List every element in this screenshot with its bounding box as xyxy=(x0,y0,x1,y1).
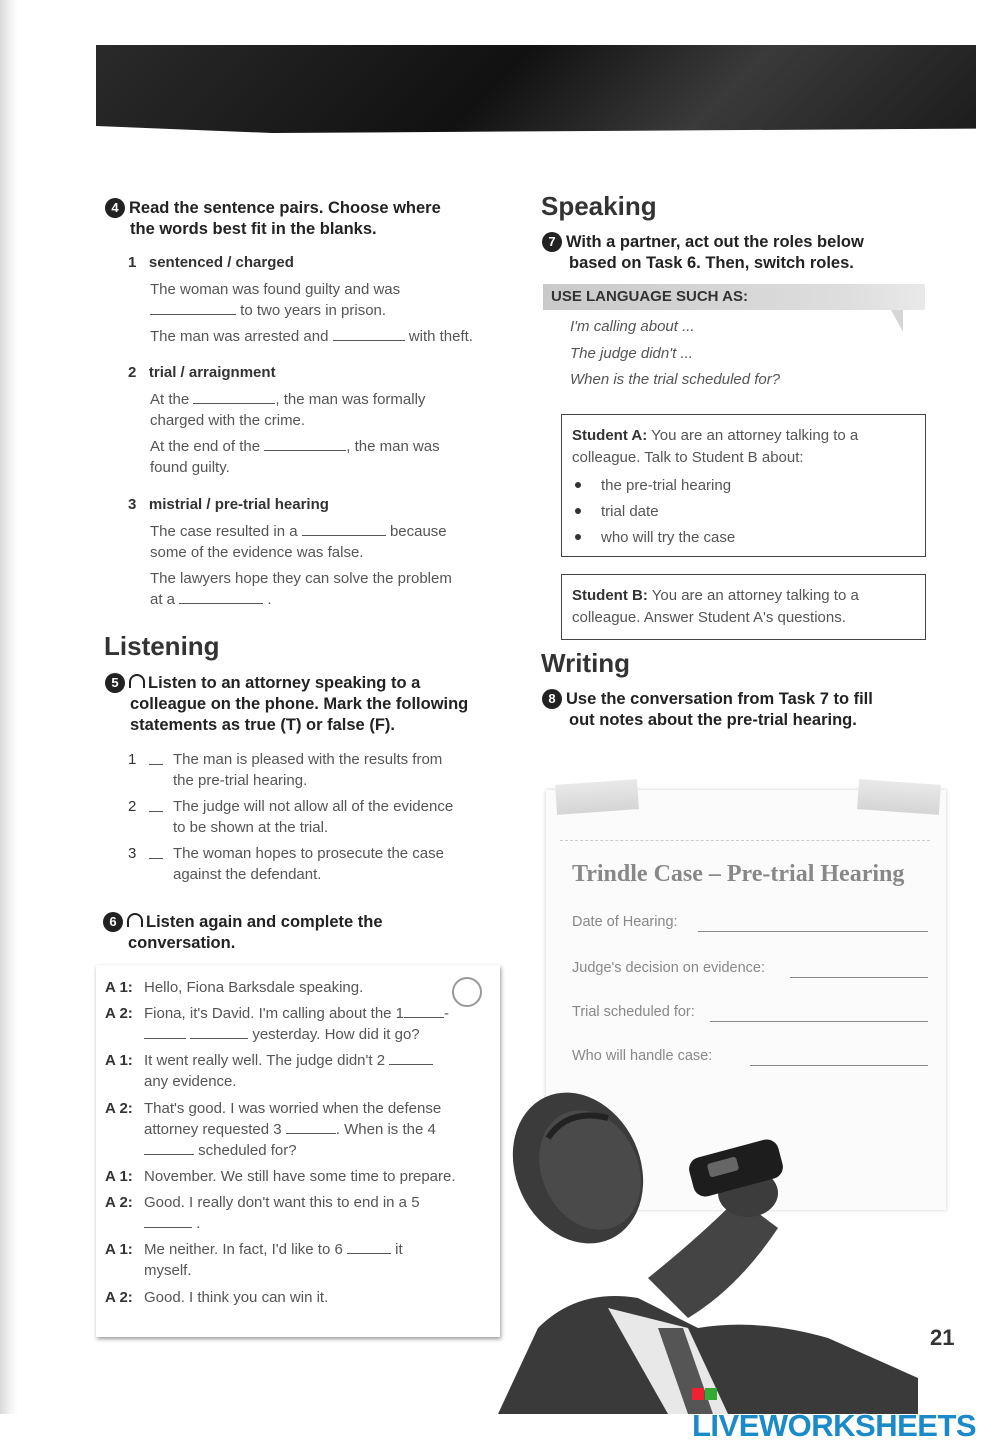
answer-blank[interactable] xyxy=(179,591,263,604)
statement-3: 3 The woman hopes to prosecute the case against the defendant. xyxy=(128,845,444,883)
task4-item-1-sentences: The woman was found guilty and was to two years in prison. The man was arrested and with theft. xyxy=(150,281,473,345)
notes-field-decision: Judge's decision on evidence: xyxy=(572,960,928,976)
write-line[interactable] xyxy=(750,1065,928,1066)
bullet-icon xyxy=(575,508,581,514)
speaking-heading: Speaking xyxy=(541,191,657,221)
task4-item-1-heading: 1 sentenced / charged xyxy=(128,254,294,271)
use-language-banner: USE LANGUAGE SUCH AS: xyxy=(543,284,925,310)
liveworksheets-logo: LIVEWORKSHEETS xyxy=(692,1372,1000,1444)
listening-heading: Listening xyxy=(104,631,220,661)
task6-instruction: 6 Listen again and complete the conversation. xyxy=(103,912,503,954)
answer-blank[interactable] xyxy=(333,328,405,341)
headphones-icon xyxy=(129,674,145,688)
task5-statements xyxy=(128,749,498,890)
task-number-badge: 6 xyxy=(103,912,123,932)
task4-item-2-heading: 2 trial / arraignment xyxy=(128,364,276,381)
true-false-blank[interactable] xyxy=(149,799,163,812)
notes-field-trial: Trial scheduled for: xyxy=(572,1004,928,1020)
task5-instruction: 5 Listen to an attorney speaking to a colleague on the phone. Mark the following statements as true (T) or false (F). xyxy=(105,673,505,736)
task-number-badge: 5 xyxy=(105,673,125,693)
answer-blank[interactable] xyxy=(389,1052,433,1065)
true-false-blank[interactable] xyxy=(149,752,163,765)
answer-blank[interactable] xyxy=(144,1026,186,1039)
task7-instruction: 7 With a partner, act out the roles below based on Task 6. Then, switch roles. xyxy=(542,232,942,274)
task4-item-2-sentences: At the , the man was formally charged with the crime. At the end of the , the man was found guilty. xyxy=(150,391,440,476)
write-line[interactable] xyxy=(790,977,928,978)
arm-shape xyxy=(648,1198,778,1318)
answer-blank[interactable] xyxy=(347,1241,391,1254)
notes-field-date: Date of Hearing: xyxy=(572,914,928,930)
answer-blank[interactable] xyxy=(264,438,346,451)
statement-1: 1 The man is pleased with the results from the pre-trial hearing. xyxy=(128,751,443,789)
task-number-badge: 4 xyxy=(105,198,125,218)
answer-blank[interactable] xyxy=(404,1005,444,1018)
true-false-blank[interactable] xyxy=(149,846,163,859)
answer-blank[interactable] xyxy=(144,1142,194,1155)
write-line[interactable] xyxy=(698,931,928,932)
write-line[interactable] xyxy=(710,1021,928,1022)
header-banner xyxy=(96,45,976,133)
dashed-divider xyxy=(560,840,930,841)
writing-heading: Writing xyxy=(541,648,631,678)
answer-blank[interactable] xyxy=(190,1026,248,1039)
task4-item-3-sentences: The case resulted in a because some of the evidence was false. The lawyers hope they can solve the problem at a . xyxy=(150,523,452,608)
task4-instruction: 4 Read the sentence pairs. Choose where the words best fit in the blanks. xyxy=(105,198,505,240)
notes-title: Trindle Case – Pre-trial Hearing xyxy=(572,861,905,887)
useful-phrases: I'm calling about ... The judge didn't ... When is the trial scheduled for? xyxy=(570,318,781,388)
attorney-photo xyxy=(498,1078,918,1414)
notes-field-handler: Who will handle case: xyxy=(572,1048,928,1064)
bullet-icon xyxy=(575,482,581,488)
answer-blank[interactable] xyxy=(193,391,275,404)
task-number-badge: 8 xyxy=(542,689,562,709)
answer-blank[interactable] xyxy=(302,523,386,536)
answer-blank[interactable] xyxy=(150,302,236,315)
task4-item-3-heading: 3 mistrial / pre-trial hearing xyxy=(128,496,329,513)
page-edge-shadow xyxy=(0,0,18,1414)
conversation: A 1: Hello, Fiona Barksdale speaking. A 2: Fiona, it's David. I'm calling about the 1 - yesterday. How did it go? A 1: It went really well. The judge didn't 2 any evidence. A 2: That's good. I was worried when the defense attorney requested 3 . When is the 4 scheduled for? A 1: November. We still have some time to prepare. A 2: Good. I really don't want this to end in a 5 . A 1: Me neither. In fact, I'd like to 6 it myself. A 2: Good. I think you can win it. xyxy=(105,979,456,1306)
student-a-role-card: Student A: You are an attorney talking to a colleague. Talk to Student B about: the pre-trial hearing trial date who will try the case xyxy=(561,414,926,557)
tape-right xyxy=(857,779,941,815)
bullet-icon xyxy=(575,534,581,540)
task8-instruction: 8 Use the conversation from Task 7 to fill out notes about the pre-trial hearing. xyxy=(542,689,942,731)
answer-blank[interactable] xyxy=(144,1215,192,1228)
student-b-role-card: Student B: You are an attorney talking to a colleague. Answer Student A's questions. xyxy=(561,574,926,640)
tape-left xyxy=(555,779,639,815)
answer-blank[interactable] xyxy=(286,1121,336,1134)
headphones-icon xyxy=(127,913,143,927)
statement-2: 2 The judge will not allow all of the evidence to be shown at the trial. xyxy=(128,798,454,836)
task-number-badge: 7 xyxy=(542,232,562,252)
page-number: 21 xyxy=(930,1325,955,1350)
